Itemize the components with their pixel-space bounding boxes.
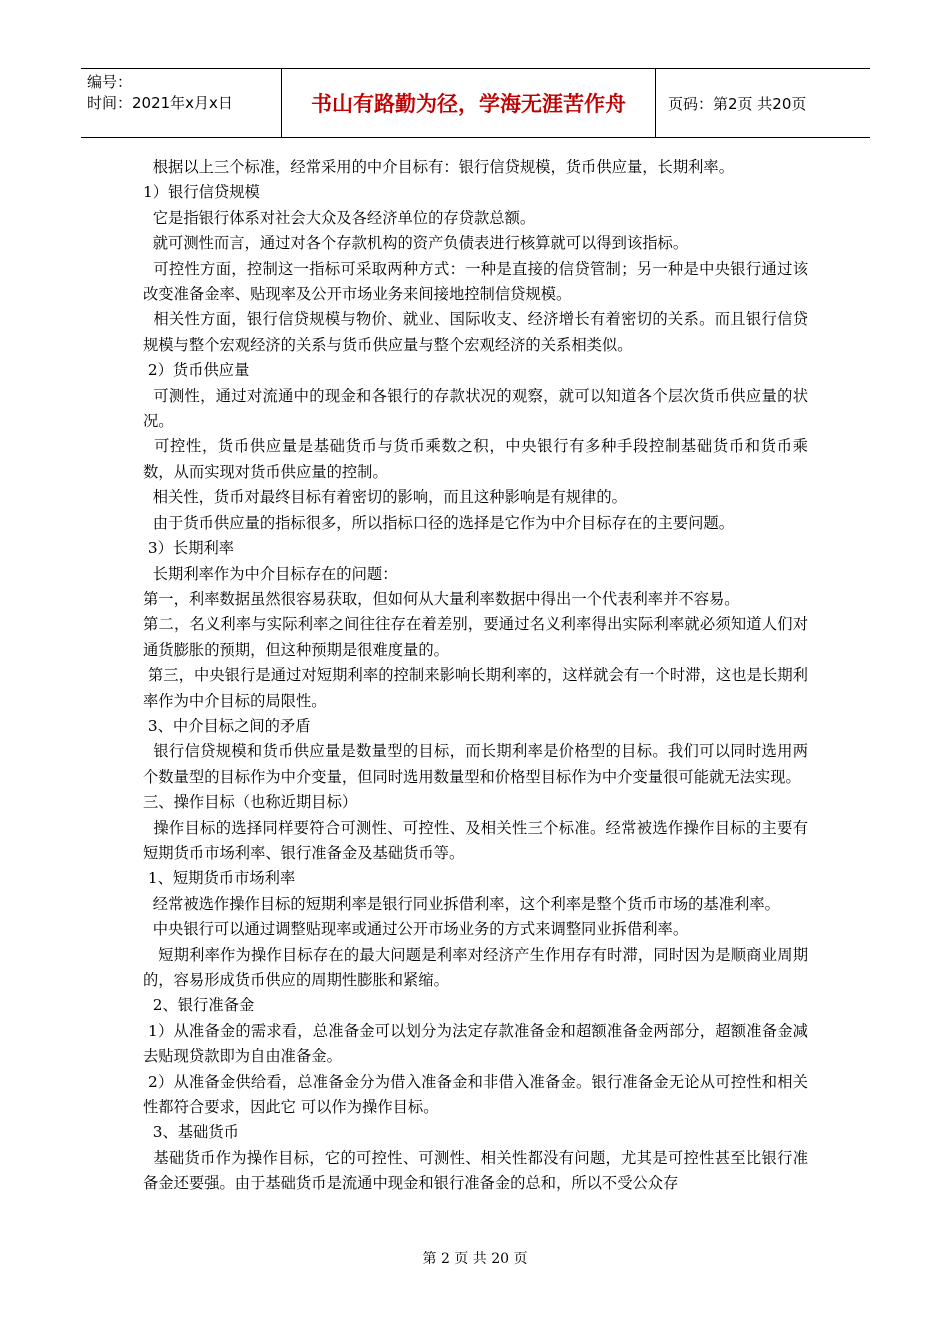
document-body <box>143 155 808 1197</box>
paragraph: 第一，利率数据虽然很容易获取，但如何从大量利率数据中得出一个代表利率并不容易。 <box>143 589 740 608</box>
document-date: 时间：2021年x月x日 <box>87 94 233 112</box>
paragraph: 可控性方面，控制这一指标可采取两种方式：一种是直接的信贷管制；另一种是中央银行通过该改变准备金率、贴现率及公开市场业务来间接地控制信贷规模。 <box>143 259 808 304</box>
paragraph: 相关性方面，银行信贷规模与物价、就业、国际收支、经济增长有着密切的关系。而且银行信贷规模与整个宏观经济的关系与货币供应量与整个宏观经济的关系相类似。 <box>143 310 808 354</box>
paragraph: 就可测性而言，通过对各个存款机构的资产负债表进行核算就可以得到该指标。 <box>143 234 689 253</box>
paragraph: 它是指银行体系对社会大众及各经济单位的存贷款总额。 <box>143 208 536 227</box>
heading: 2）货币供应量 <box>143 361 250 380</box>
paragraph: 1）从准备金的需求看，总准备金可以划分为法定存款准备金和超额准备金两部分，超额准备金减去贴现贷款即为自由准备金。 <box>143 1021 808 1066</box>
heading: 三、操作目标（也称近期目标） <box>143 793 358 812</box>
paragraph: 操作目标的选择同样要符合可测性、可控性、及相关性三个标准。经常被选作操作目标的主要有短期货币市场利率、银行准备金及基础货币等。 <box>143 818 808 862</box>
heading: 2、银行准备金 <box>143 996 255 1015</box>
page-footer: 第 2 页 共 20 页 <box>422 1251 528 1267</box>
header-meta <box>81 69 282 137</box>
paragraph: 根据以上三个标准，经常采用的中介目标有：银行信贷规模，货币供应量，长期利率。 <box>143 158 735 176</box>
paragraph: 可测性，通过对流通中的现金和各银行的存款状况的观察，就可以知道各个层次货币供应量的状况。 <box>143 386 808 431</box>
paragraph: 第二，名义利率与实际利率之间往往存在着差别，要通过名义利率得出实际利率就必须知道人们对通货膨胀的预期，但这种预期是很难度量的。 <box>143 615 808 659</box>
paragraph: 可控性，货币供应量是基础货币与货币乘数之积，中央银行有多种手段控制基础货币和货币乘数，从而实现对货币供应量的控制。 <box>143 437 808 481</box>
paragraph: 2）从准备金供给看，总准备金分为借入准备金和非借入准备金。银行准备金无论从可控性和相关性都符合要求，因此它 可以作为操作目标。 <box>143 1072 808 1117</box>
heading: 3、基础货币 <box>143 1123 239 1142</box>
paragraph: 由于货币供应量的指标很多，所以指标口径的选择是它作为中介目标存在的主要问题。 <box>143 513 735 532</box>
heading: 3、中介目标之间的矛盾 <box>143 716 311 735</box>
page-header <box>81 68 870 138</box>
paragraph: 长期利率作为中介目标存在的问题： <box>143 564 398 583</box>
paragraph: 经常被选作操作目标的短期利率是银行同业拆借利率，这个利率是整个货币市场的基准利率。 <box>143 894 780 913</box>
heading: 3）长期利率 <box>143 539 235 558</box>
heading: 1、短期货币市场利率 <box>143 869 296 888</box>
paragraph: 第三，中央银行是通过对短期利率的控制来影响长期利率的，这样就会有一个时滞，这也是长期利率作为中介目标的局限性。 <box>143 666 808 710</box>
paragraph: 银行信贷规模和货币供应量是数量型的目标，而长期利率是价格型的目标。我们可以同时选用两个数量型的目标作为中介变量，但同时选用数量型和价格型目标作为中介变量很可能就无法实现。 <box>143 742 808 786</box>
paragraph: 相关性，货币对最终目标有着密切的影响，而且这种影响是有规律的。 <box>143 488 627 507</box>
paragraph: 基础货币作为操作目标，它的可控性、可测性、相关性都没有问题，尤其是可控性甚至比银行准备金还要强。由于基础货币是流通中现金和银行准备金的总和，所以不受公众存 <box>143 1148 808 1193</box>
header-motto: 书山有路勤为径，学海无涯苦作舟 <box>282 69 656 137</box>
document-number: 编号： <box>87 73 133 91</box>
heading: 1）银行信贷规模 <box>143 183 260 202</box>
header-page-number: 页码：第2页 共20页 <box>668 94 807 113</box>
paragraph: 中央银行可以通过调整贴现率或通过公开市场业务的方式来调整同业拆借利率。 <box>143 920 689 939</box>
paragraph: 短期利率作为操作目标存在的最大问题是利率对经济产生作用存有时滞，同时因为是顺商业周期的，容易形成货币供应的周期性膨胀和紧缩。 <box>143 945 808 989</box>
